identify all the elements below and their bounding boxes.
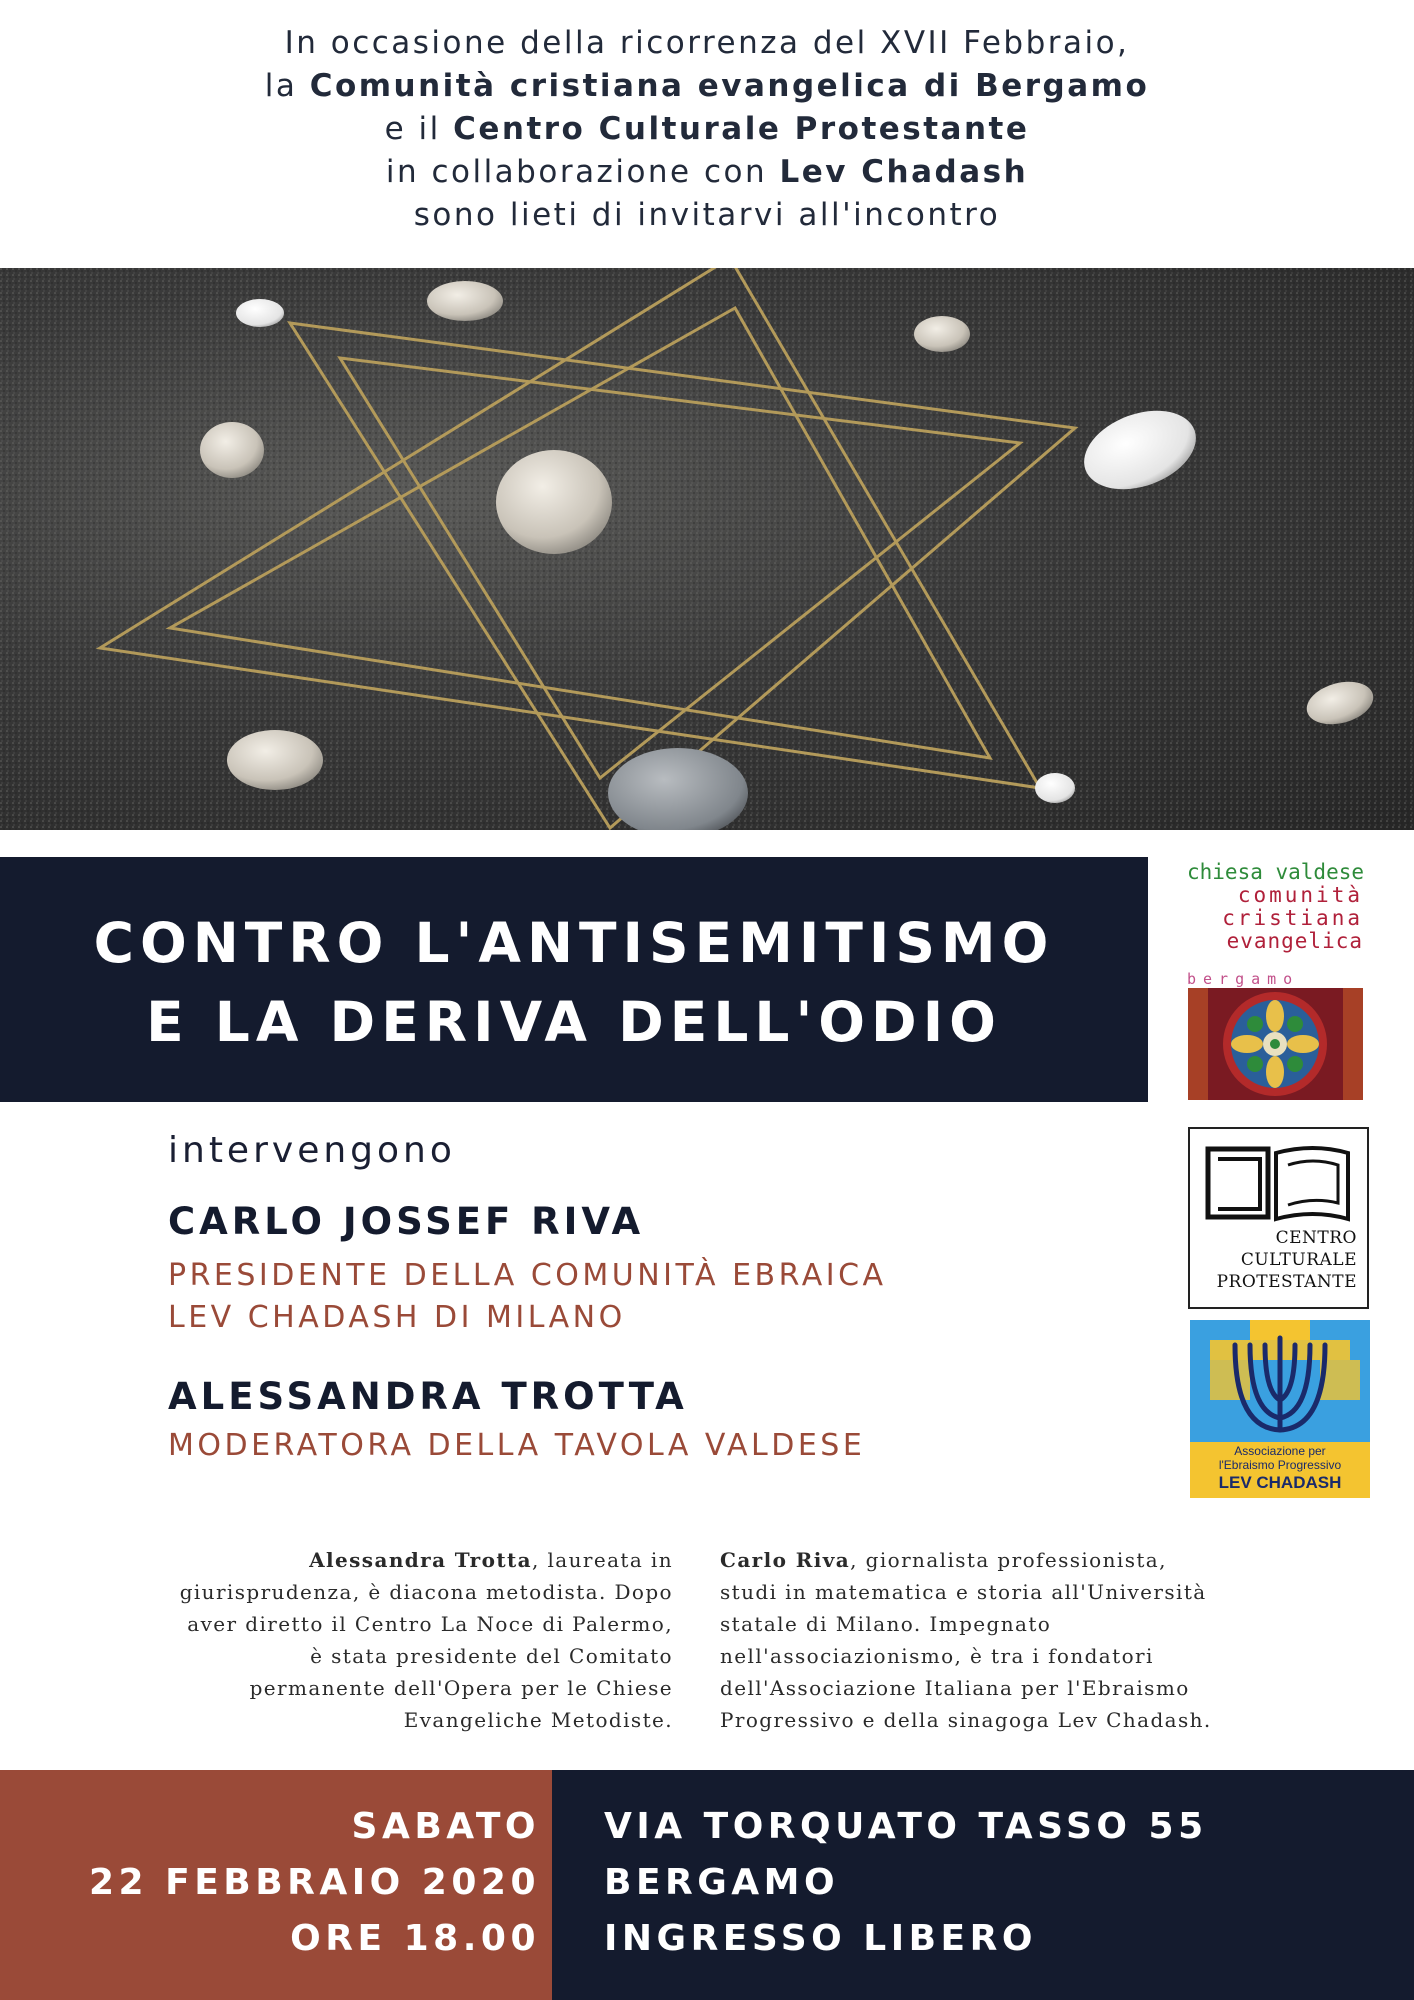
event-date: 22 FEBBRAIO 2020 [88, 1862, 540, 1903]
event-city: BERGAMO [604, 1862, 840, 1903]
bio-name: Carlo Riva [720, 1548, 851, 1572]
speakers-intro: intervengono [168, 1130, 456, 1171]
evangelica-label: evangelica [1226, 929, 1363, 953]
event-time: ORE 18.00 [290, 1918, 540, 1959]
stone [427, 281, 503, 321]
lev-line-1: Associazione per [1234, 1444, 1326, 1458]
intro-line-4: in collaborazione con Lev Chadash [385, 154, 1029, 190]
chiesa-valdese-logo [1185, 860, 1365, 1100]
event-entry: INGRESSO LIBERO [604, 1918, 1037, 1959]
bio-trotta: Alessandra Trotta, laureata in giurisprudenza, è diacona metodista. Dopo aver diretto il Centro La Noce di Palermo, è stata presidente del Comitato permanente dell'Opera per le Chiese Evangeliche Metodiste. [179, 1548, 673, 1732]
speaker-name: ALESSANDRA TROTTA [168, 1375, 688, 1418]
comunita-label: comunità [1237, 883, 1363, 907]
bergamo-label: bergamo [1187, 970, 1300, 988]
cristiana-label: cristiana [1222, 906, 1363, 930]
intro-line-1: In occasione della ricorrenza del XVII Febbraio, [284, 25, 1130, 61]
chiesa-valdese-label: chiesa valdese [1187, 860, 1365, 884]
centro-culturale-protestante-logo [1188, 1127, 1369, 1309]
intro-line-3: e il Centro Culturale Protestante [384, 111, 1030, 147]
bio-name: Alessandra Trotta [309, 1548, 532, 1572]
event-location-panel [552, 1770, 1414, 2000]
lev-line-2: l'Ebraismo Progressivo [1218, 1458, 1342, 1472]
event-address: VIA TORQUATO TASSO 55 [604, 1806, 1208, 1847]
bio-riva: Carlo Riva, giornalista professionista, studi in matematica e storia all'Università statale di Milano. Impegnato nell'associazionismo, è tra i fondatori dell'Associazione Italiana per l'Ebraismo Progressivo e della sinagoga Lev Chadash. [720, 1548, 1212, 1732]
menorah-icon [1190, 1320, 1370, 1440]
intro-text [0, 22, 1414, 237]
lev-chadash-logo [1190, 1320, 1370, 1498]
ccp-line-3: PROTESTANTE [1216, 1272, 1357, 1292]
star-of-david-photo [0, 268, 1414, 830]
speaker-role: MODERATORA DELLA TAVOLA VALDESE [168, 1428, 866, 1463]
speaker-name: CARLO JOSSEF RIVA [168, 1200, 645, 1243]
intro-line-2: la Comunità cristiana evangelica di Bergamo [264, 68, 1150, 104]
star-of-david-illustration [0, 268, 1414, 830]
event-day: SABATO [351, 1806, 540, 1847]
title-line-1: CONTRO L'ANTISEMITISMO [93, 911, 1055, 975]
ccp-line-2: CULTURALE [1240, 1250, 1357, 1270]
lev-line-3: LEV CHADASH [1218, 1473, 1342, 1492]
title-banner [0, 857, 1148, 1102]
rose-window-icon [1188, 988, 1363, 1100]
organizer-centro: Centro Culturale Protestante [453, 111, 1030, 147]
open-book-icon [1198, 1139, 1358, 1229]
event-datetime-panel [0, 1770, 552, 2000]
organizer-lev-chadash: Lev Chadash [779, 154, 1029, 190]
speaker-role: PRESIDENTE DELLA COMUNITÀ EBRAICA [168, 1258, 887, 1293]
organizer-community: Comunità cristiana evangelica di Bergamo [309, 68, 1150, 104]
title-line-2: E LA DERIVA DELL'ODIO [146, 990, 1002, 1054]
speaker-role: LEV CHADASH DI MILANO [168, 1300, 626, 1335]
ccp-line-1: CENTRO [1275, 1228, 1357, 1248]
intro-line-5: sono lieti di invitarvi all'incontro [413, 197, 1001, 233]
